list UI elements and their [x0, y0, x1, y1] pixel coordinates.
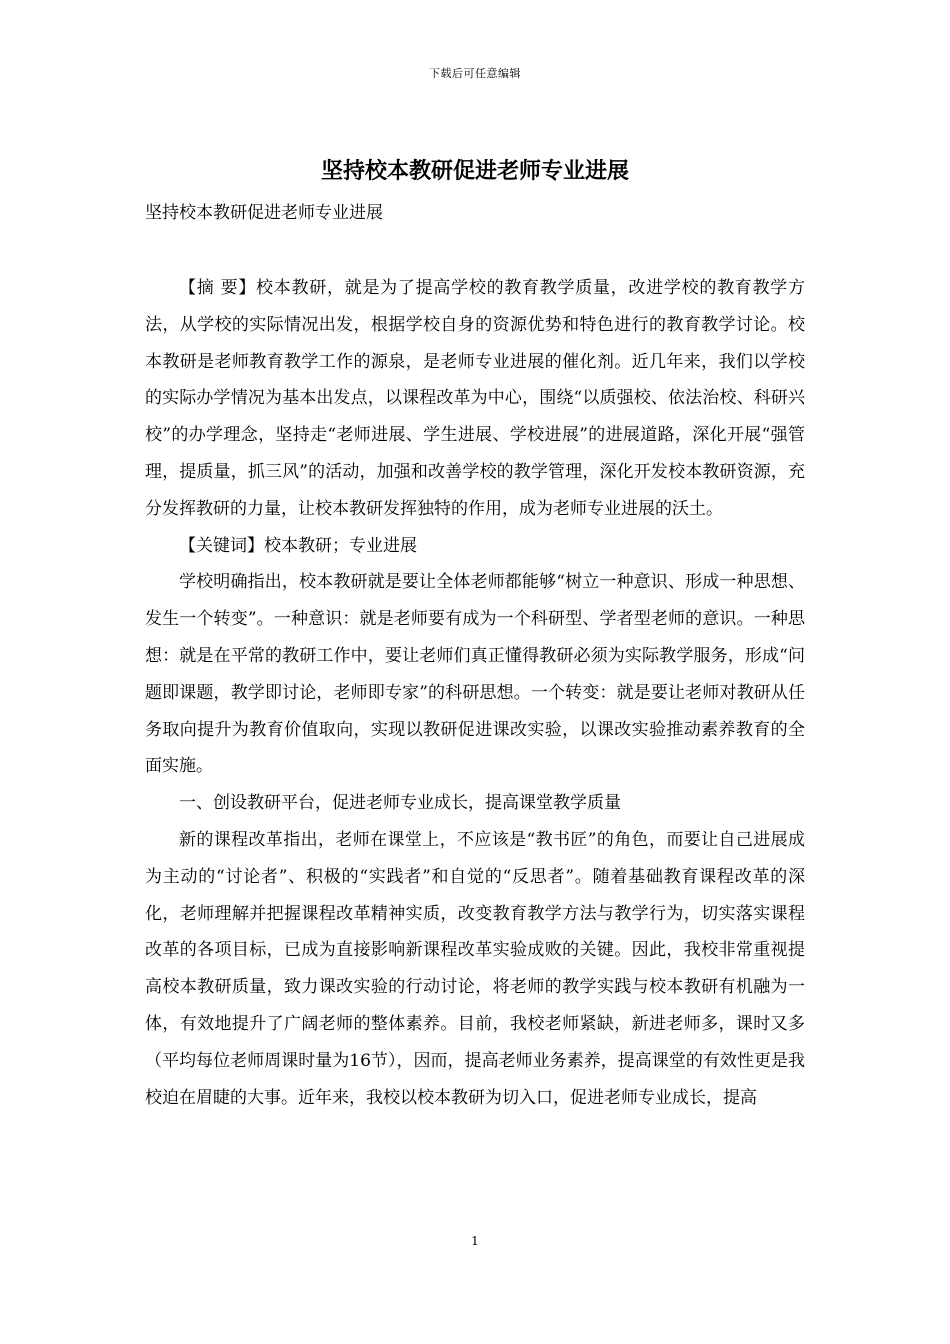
body-paragraph: 学校明确指出，校本教研就是要让全体老师都能够“树立一种意识、形成一种思想、发生一个转变”。一种意识：就是老师要有成为一个科研型、学者型老师的意识。一种思想：就是在平常的教研工作中，要让老师们真正懂得教研必须为实际教学服务，形成“问题即课题，教学即讨论，老师即专家”的科研思想。一个转变：就是要让老师对教研从任务取向提升为教育价值取向，实现以教研促进课改实验，以课改实验推动素养教育的全面实施。	[145, 572, 805, 777]
section-heading: 一、创设教研平台，促进老师专业成长，提高课堂教学质量	[179, 793, 621, 814]
document-title: 坚持校本教研促进老师专业进展	[320, 158, 629, 184]
header-note: 下载后可任意编辑	[429, 67, 521, 80]
body-paragraph: 新的课程改革指出，老师在课堂上，不应该是“教书匠”的角色，而要让自己进展成为主动的“讨论者”、积极的“实践者”和自觉的“反思者”。随着基础教育课程改革的深化，老师理解并把握课程改革精神实质，改变教育教学方法与教学行为，切实落实课程改革的各项目标，已成为直接影响新课程改革实验成败的关键。因此，我校非常重视提高校本教研质量，致力课改实验的行动讨论，将老师的教学实践与校本教研有机融为一体，有效地提升了广阔老师的整体素养。目前，我校老师紧缺，新进老师多，课时又多（平均每位老师周课时量为16节），因而，提高老师业务素养，提高课堂的有效性更是我校迫在眉睫的大事。近年来，我校以校本教研为切入口，促进老师专业成长，提高	[145, 829, 805, 1108]
abstract-paragraph: 【摘 要】校本教研，就是为了提高学校的教育教学质量，改进学校的教育教学方法，从学校的实际情况出发，根据学校自身的资源优势和特色进行的教育教学讨论。校本教研是老师教育教学工作的源泉，是老师专业进展的催化剂。近几年来，我们以学校的实际办学情况为基本出发点，以课程改革为中心，围绕“以质强校、依法治校、科研兴校”的办学理念，坚持走“老师进展、学生进展、学校进展”的进展道路，深化开展“强管理，提质量，抓三风”的活动，加强和改善学校的教学管理，深化开发校本教研资源，充分发挥教研的力量，让校本教研发挥独特的作用，成为老师专业进展的沃土。	[145, 278, 805, 519]
keywords-paragraph: 【关键词】校本教研；专业进展	[179, 535, 417, 556]
document-body	[145, 270, 805, 1116]
page-number: 1	[471, 1234, 479, 1248]
document-subtitle: 坚持校本教研促进老师专业进展	[145, 203, 383, 223]
